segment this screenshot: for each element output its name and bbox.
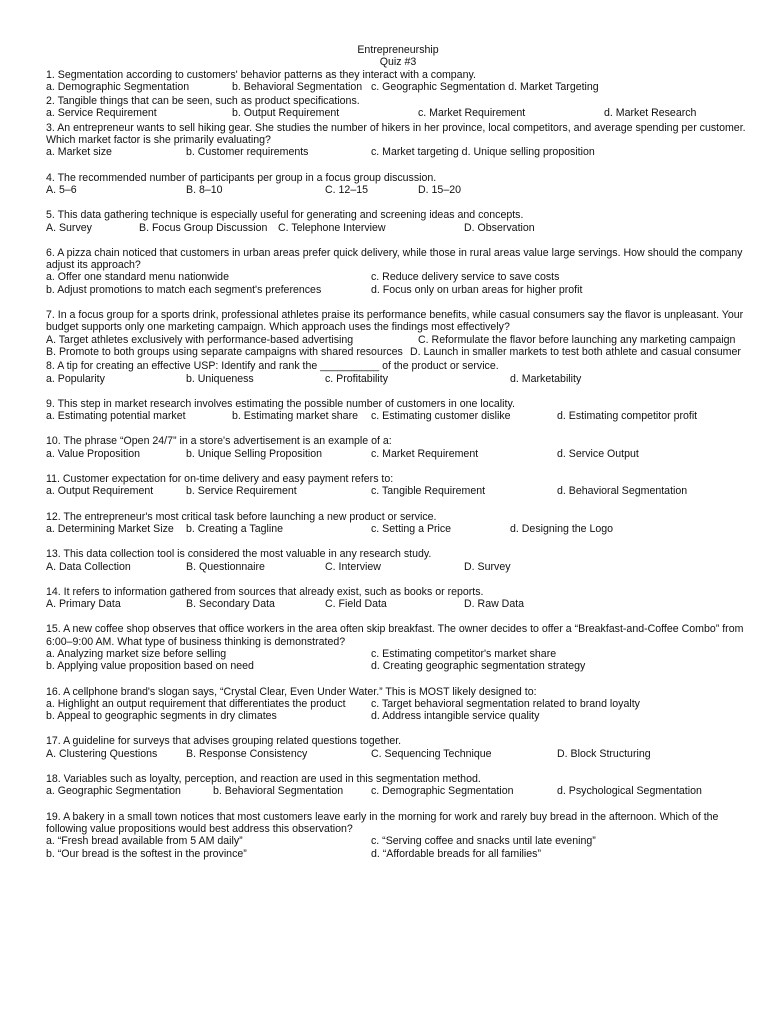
question-3 (46, 122, 750, 159)
question-stem: 14. It refers to information gathered from sources that already exist, such as books or reports. (46, 585, 484, 598)
question-10 (46, 435, 750, 460)
option-c: c. Estimating competitor's market share (371, 647, 557, 660)
question-stem: 12. The entrepreneur's most critical task before launching a new product or service. (46, 510, 437, 523)
option-a: A. Data Collection (46, 560, 131, 573)
question-1 (46, 69, 750, 94)
option-a: a. “Fresh bread available from 5 AM daily” (46, 835, 243, 848)
option-d: D. 15–20 (418, 183, 461, 196)
option-a: a. Value Proposition (46, 447, 141, 460)
question-12 (46, 511, 750, 536)
option-a: a. Popularity (46, 372, 105, 385)
option-a: a. Geographic Segmentation (46, 785, 181, 798)
option-a: a. Offer one standard menu nationwide (46, 271, 229, 284)
question-7 (46, 309, 750, 358)
question-stem: 1. Segmentation according to customers' behavior patterns as they interact with a company. (46, 68, 476, 81)
option-b: B. Secondary Data (186, 598, 275, 611)
option-d: D. Survey (464, 560, 511, 573)
option-a: a. Output Requirement (46, 485, 154, 498)
question-11 (46, 473, 750, 498)
option-c: c. Target behavioral segmentation related to brand loyalty (371, 697, 640, 710)
question-stem: 13. This data collection tool is considered the most valuable in any research study. (46, 548, 432, 561)
option-a: a. Determining Market Size (46, 522, 174, 535)
option-d: d. Creating geographic segmentation strategy (371, 660, 586, 673)
option-c: C. Sequencing Technique (371, 747, 492, 760)
option-d: D. Launch in smaller markets to test both athlete and casual consumer (410, 345, 741, 358)
option-d: D. Observation (464, 221, 535, 234)
option-a: A. 5–6 (46, 183, 77, 196)
question-stem: 17. A guideline for surveys that advises grouping related questions together. (46, 735, 402, 748)
question-stem: 6. A pizza chain noticed that customers in urban areas prefer quick delivery, while those in rural areas value large servings. How should the company adjust its approach? (46, 246, 743, 272)
option-a: a. Market size (46, 146, 112, 159)
question-stem: 9. This step in market research involves estimating the possible number of customers in one locality. (46, 397, 515, 410)
option-d: d. Market Research (604, 107, 697, 120)
option-d: d. Address intangible service quality (371, 710, 540, 723)
question-6 (46, 247, 750, 296)
option-c: c. Estimating customer dislike (371, 410, 511, 423)
option-d: d. Estimating competitor profit (557, 410, 698, 423)
question-stem: 10. The phrase “Open 24/7” in a store's advertisement is an example of a: (46, 435, 392, 448)
option-a: A. Primary Data (46, 598, 121, 611)
option-a: A. Survey (46, 221, 92, 234)
option-c: c. “Serving coffee and snacks until late evening” (371, 835, 596, 848)
option-a: a. Highlight an output requirement that differentiates the product (46, 697, 346, 710)
option-c: C. Interview (325, 560, 381, 573)
question-stem: 7. In a focus group for a sports drink, professional athletes praise its performance benefits, while casual consumers say the flavor is unpleasant. Your budget supports only one marketing campaign. Which approach uses the findings most effectively? (46, 309, 744, 334)
question-5 (46, 209, 750, 234)
option-d: d. Behavioral Segmentation (557, 485, 688, 498)
option-c: c. Reduce delivery service to save costs (371, 271, 560, 284)
question-stem: 3. An entrepreneur wants to sell hiking gear. She studies the number of hikers in her province, local competitors, and average spending per customer. Which market factor is she primarily evaluating? (46, 121, 746, 147)
question-stem: 15. A new coffee shop observes that office workers in the area often skip breakfast. The owner decides to offer a “Breakfast-and-Coffee Combo” from 6:00–9:00 AM. What type of business thinking is demonstrated? (46, 623, 744, 648)
option-a: a. Demographic Segmentation (46, 80, 190, 93)
option-c-d: c. Market targeting d. Unique selling proposition (371, 146, 595, 159)
question-14 (46, 586, 750, 611)
question-9 (46, 398, 750, 423)
question-19 (46, 811, 750, 860)
option-b: b. Behavioral Segmentation (232, 80, 363, 93)
question-4 (46, 172, 750, 197)
document-title: Entrepreneurship (357, 44, 439, 56)
option-c-d: c. Geographic Segmentation d. Market Targeting (371, 80, 599, 93)
option-b: b. Creating a Tagline (186, 522, 283, 535)
question-stem: 5. This data gathering technique is especially useful for generating and screening ideas and concepts. (46, 209, 524, 222)
option-b: B. Promote to both groups using separate campaigns with shared resources (46, 345, 403, 358)
option-d: d. Psychological Segmentation (557, 785, 702, 798)
option-c: c. Market Requirement (371, 447, 479, 460)
option-b: b. Customer requirements (186, 146, 309, 159)
question-stem: 2. Tangible things that can be seen, such as product specifications. (46, 95, 360, 108)
question-stem: 16. A cellphone brand's slogan says, “Crystal Clear, Even Under Water.” This is MOST likely designed to: (46, 685, 537, 698)
option-c: c. Profitability (325, 372, 388, 385)
option-c: C. Telephone Interview (278, 221, 386, 234)
option-d: D. Block Structuring (557, 747, 651, 760)
option-a: a. Estimating potential market (46, 410, 186, 423)
option-d: d. Service Output (557, 447, 639, 460)
option-d: D. Raw Data (464, 598, 525, 611)
option-d: d. Designing the Logo (510, 522, 614, 535)
question-17 (46, 735, 750, 760)
option-b: b. Uniqueness (186, 372, 254, 385)
option-b: b. “Our bread is the softest in the province” (46, 847, 247, 860)
option-c: c. Demographic Segmentation (371, 785, 514, 798)
option-b: b. Output Requirement (232, 107, 340, 120)
question-stem: 19. A bakery in a small town notices that most customers leave early in the morning for work and rarely buy bread in the afternoon. Which of the following value propositions would best address this observation? (46, 810, 719, 835)
question-stem: 18. Variables such as loyalty, perception, and reaction are used in this segmentation method. (46, 773, 481, 786)
option-a: a. Service Requirement (46, 107, 157, 120)
document-subtitle: Quiz #3 (379, 56, 417, 69)
option-c: c. Setting a Price (371, 522, 452, 535)
question-8 (46, 360, 750, 385)
option-c: c. Market Requirement (418, 107, 526, 120)
option-b: b. Appeal to geographic segments in dry climates (46, 710, 277, 723)
option-b: B. Questionnaire (186, 560, 265, 573)
option-b: b. Behavioral Segmentation (213, 785, 344, 798)
question-2 (46, 95, 750, 120)
question-16 (46, 686, 750, 723)
option-b: B. Response Consistency (186, 747, 308, 760)
option-c: C. 12–15 (325, 183, 368, 196)
option-b: B. Focus Group Discussion (139, 221, 268, 234)
option-b: b. Applying value proposition based on need (46, 660, 254, 673)
question-18 (46, 773, 750, 798)
option-b: b. Adjust promotions to match each segment's preferences (46, 283, 322, 296)
option-a: a. Analyzing market size before selling (46, 647, 227, 660)
option-a: A. Target athletes exclusively with performance-based advertising (46, 333, 354, 346)
option-d: d. “Affordable breads for all families” (371, 847, 541, 860)
question-stem: 8. A tip for creating an effective USP: Identify and rank the __________ of the product or service. (46, 360, 499, 373)
option-d: d. Marketability (510, 372, 582, 385)
option-a: A. Clustering Questions (46, 747, 158, 760)
option-d: d. Focus only on urban areas for higher profit (371, 283, 583, 296)
option-b: b. Estimating market share (232, 410, 358, 423)
option-c: c. Tangible Requirement (371, 485, 486, 498)
question-15 (46, 623, 750, 672)
option-c: C. Reformulate the flavor before launching any marketing campaign (418, 333, 736, 346)
option-b: b. Service Requirement (186, 485, 297, 498)
option-b: B. 8–10 (186, 183, 223, 196)
question-stem: 11. Customer expectation for on-time delivery and easy payment refers to: (46, 473, 394, 486)
quiz-page (46, 44, 750, 860)
question-13 (46, 548, 750, 573)
option-c: C. Field Data (325, 598, 387, 611)
option-b: b. Unique Selling Proposition (186, 447, 323, 460)
question-stem: 4. The recommended number of participants per group in a focus group discussion. (46, 171, 437, 184)
